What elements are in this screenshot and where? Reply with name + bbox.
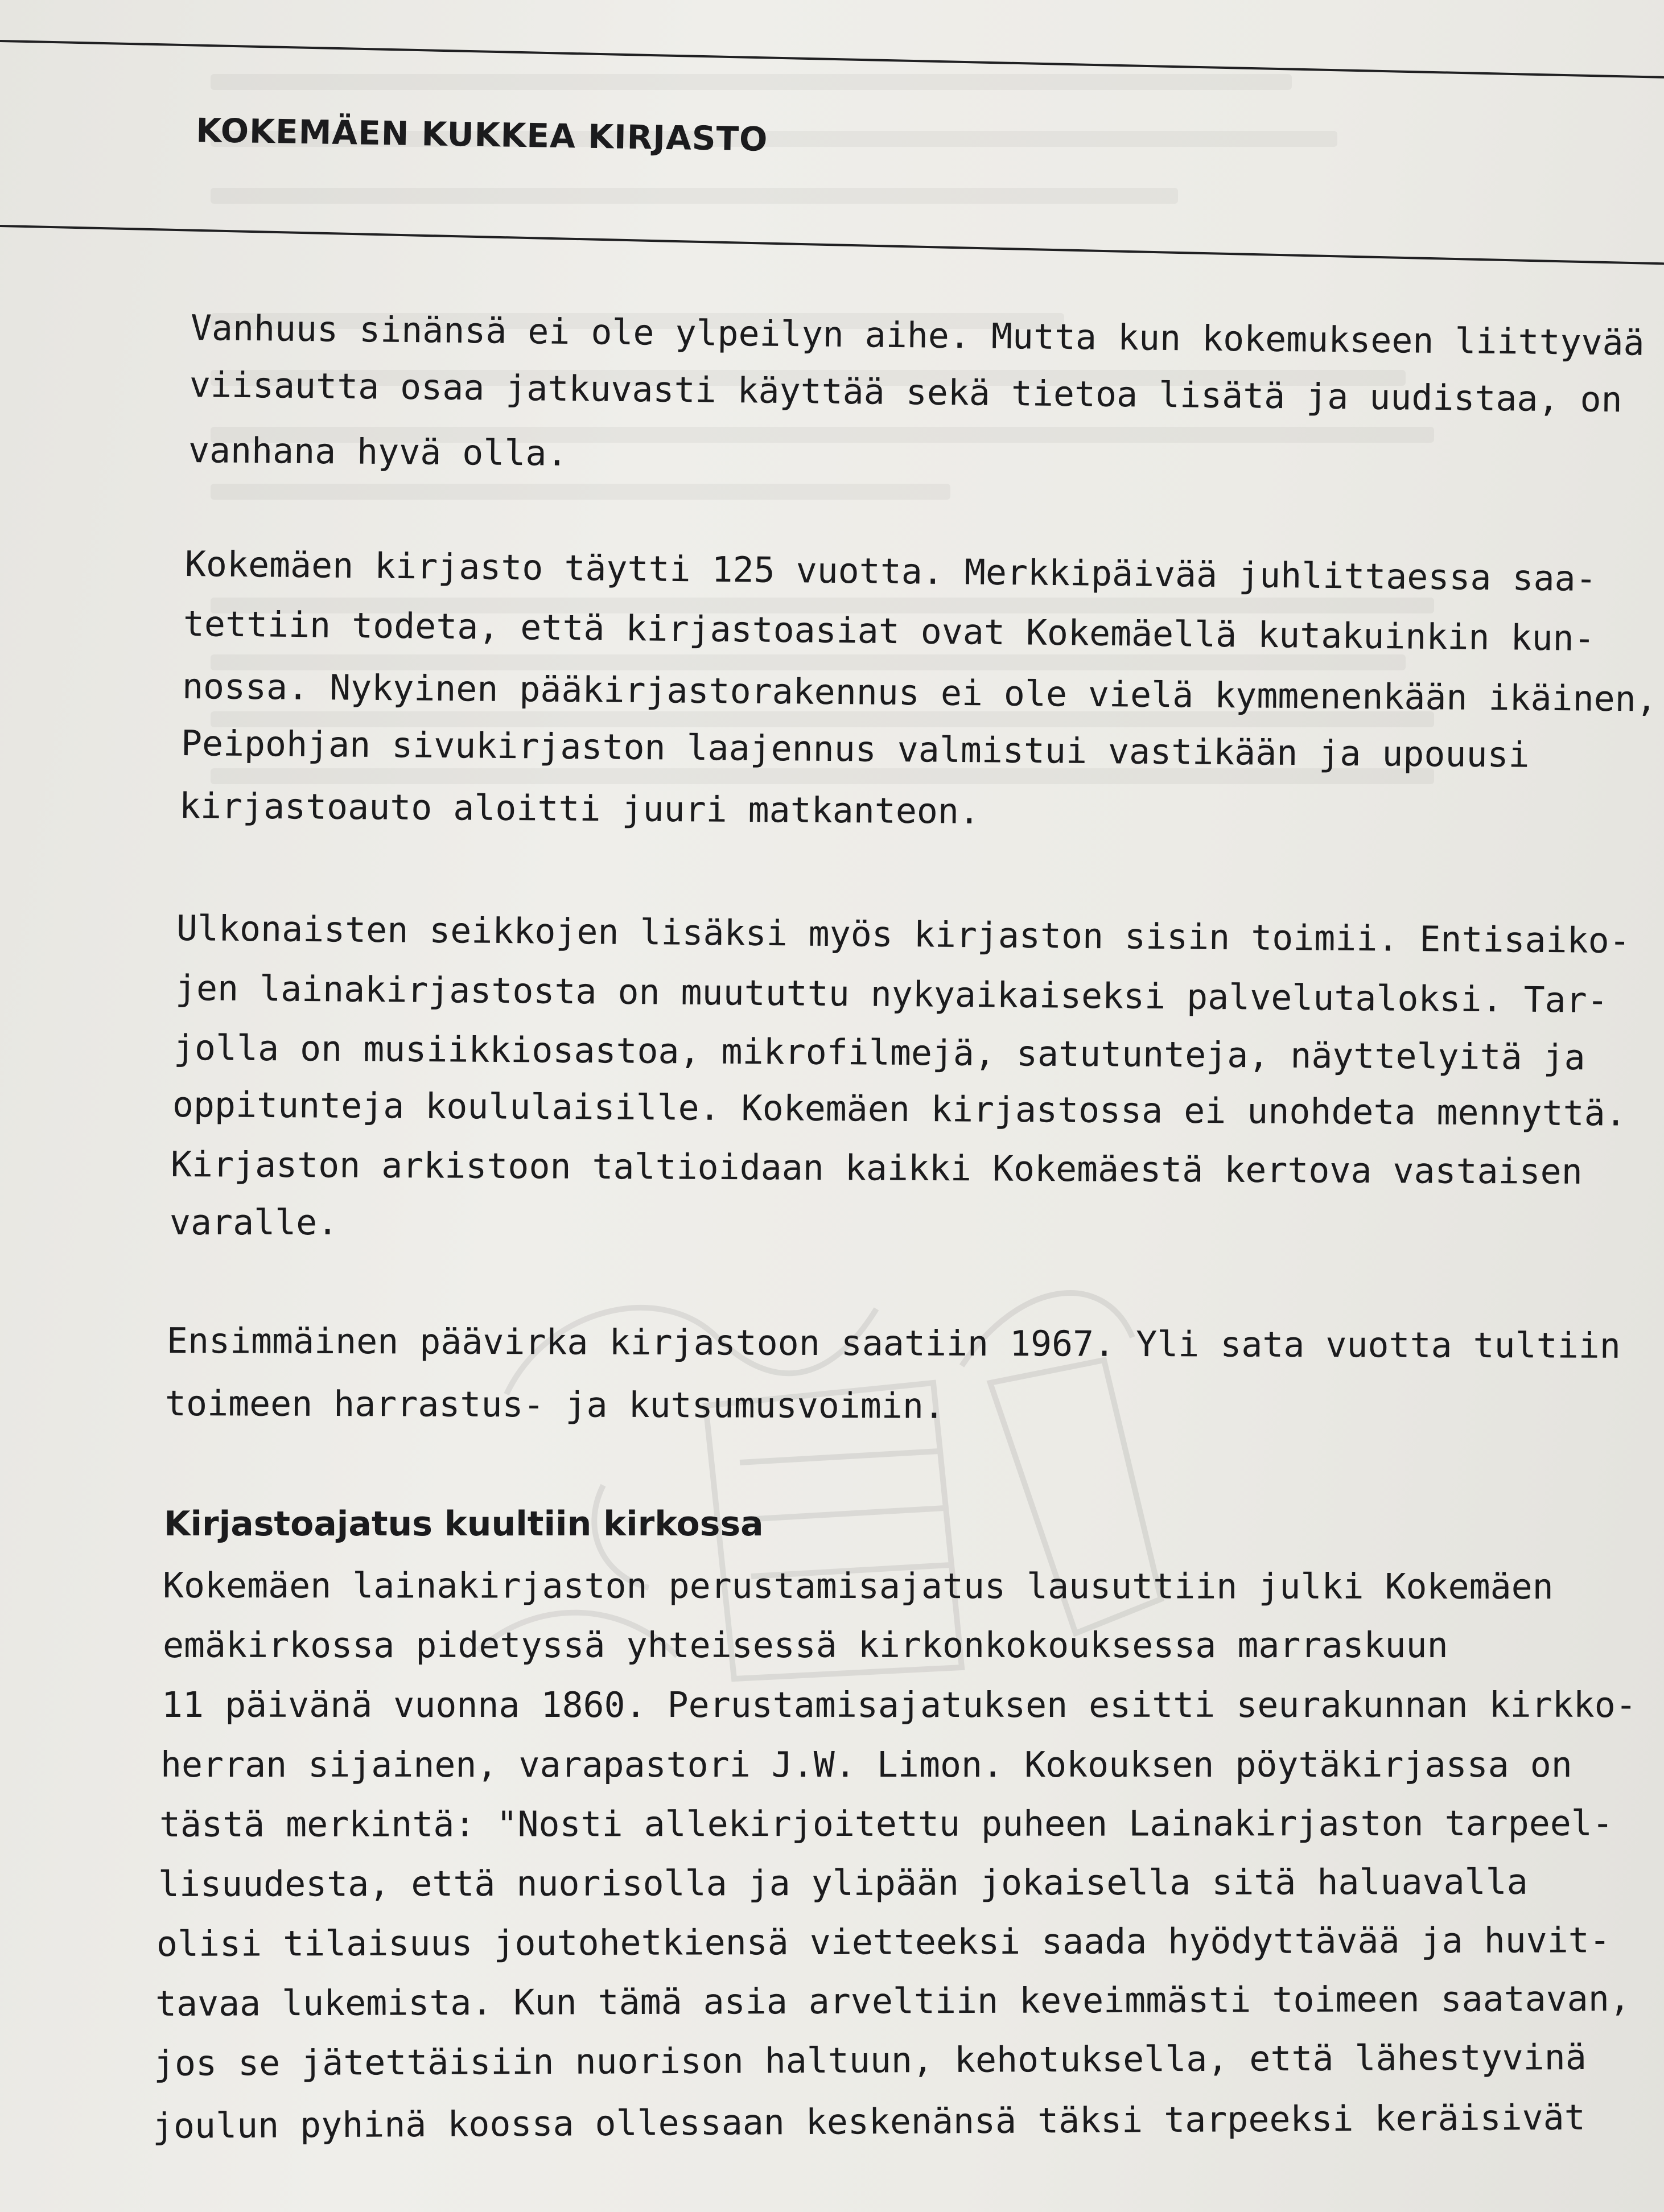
paragraph-line: Kokemäen kirjasto täytti 125 vuotta. Merkkipäivää juhlittaessa saa- — [184, 543, 1597, 599]
paragraph-line: vanhana hyvä olla. — [188, 430, 568, 474]
paragraph-line: oppitunteja koululaisille. Kokemäen kirjastossa ei unohdeta mennyttä. — [172, 1084, 1626, 1134]
paragraph-line: lisuudesta, että nuorisolla ja ylipään jokaisella sitä haluavalla — [158, 1861, 1528, 1905]
header-rule-top — [0, 40, 1664, 79]
paragraph-line: olisi tilaisuus joutohetkiensä vietteeksi saada hyödyttävää ja huvit- — [156, 1919, 1611, 1964]
paragraph-line: Peipohjan sivukirjaston laajennus valmistui vastikään ja upouusi — [180, 723, 1530, 776]
paragraph-line: varalle. — [170, 1202, 339, 1243]
paragraph-line: Ensimmäinen päävirka kirjastoon saatiin 1967. Yli sata vuotta tultiin — [166, 1320, 1621, 1366]
paragraph-line: Vanhuus sinänsä ei ole ylpeilyn aihe. Mutta kun kokemukseen liittyvää — [190, 307, 1645, 364]
paragraph-line: jos se jätettäisiin nuorison haltuun, kehotuksella, että lähestyvinä — [153, 2037, 1587, 2084]
paragraph-line: kirjastoauto aloitti juuri matkanteon. — [179, 785, 981, 832]
paragraph-line: tästä merkintä: "Nosti allekirjoitettu puheen Lainakirjaston tarpeel- — [159, 1802, 1613, 1845]
paragraph-line: herran sijainen, varapastori J.W. Limon. Kokouksen pöytäkirjassa on — [160, 1744, 1572, 1785]
paragraph-line: jolla on musiikkiosastoa, mikrofilmejä, satutunteja, näyttelyitä ja — [173, 1027, 1585, 1078]
paragraph-line: nossa. Nykyinen pääkirjastorakennus ei ole vielä kymmenenkään ikäinen, — [182, 666, 1658, 720]
paragraph-line: jen lainakirjastosta on muututtu nykyaikaiseksi palvelutaloksi. Tar- — [175, 967, 1608, 1021]
paragraph-line: 11 päivänä vuonna 1860. Perustamisajatuksen esitti seurakunnan kirkko- — [162, 1684, 1637, 1725]
section-heading: Kirjastoajatus kuultiin kirkossa — [164, 1504, 764, 1544]
paragraph-line: Kirjaston arkistoon taltioidaan kaikki Kokemäestä kertova vastaisen — [170, 1144, 1583, 1192]
paragraph-line: Ulkonaisten seikkojen lisäksi myös kirjaston sisin toimii. Entisaiko- — [176, 908, 1631, 962]
paragraph-line: emäkirkossa pidetyssä yhteisessä kirkonkokouksessa marraskuun — [163, 1625, 1448, 1666]
page-header-title: KOKEMÄEN KUKKEA KIRJASTO — [195, 111, 768, 159]
paragraph-line: tavaa lukemista. Kun tämä asia arveltiin keveimmästi toimeen saatavan, — [155, 1978, 1630, 2024]
paragraph-line: Kokemäen lainakirjaston perustamisajatus lausuttiin julki Kokemäen — [162, 1565, 1554, 1608]
paragraph-line: viisautta osaa jatkuvasti käyttää sekä tietoa lisätä ja uudistaa, on — [189, 364, 1623, 421]
paragraph-line: joulun pyhinä koossa ollessaan keskenänsä täksi tarpeeksi keräisivät — [152, 2096, 1585, 2147]
paragraph-line: toimeen harrastus- ja kutsumusvoimin. — [164, 1383, 945, 1427]
header-rule-bottom — [0, 225, 1664, 265]
paragraph-line: tettiin todeta, että kirjastoasiat ovat Kokemäellä kutakuinkin kun- — [183, 603, 1596, 659]
